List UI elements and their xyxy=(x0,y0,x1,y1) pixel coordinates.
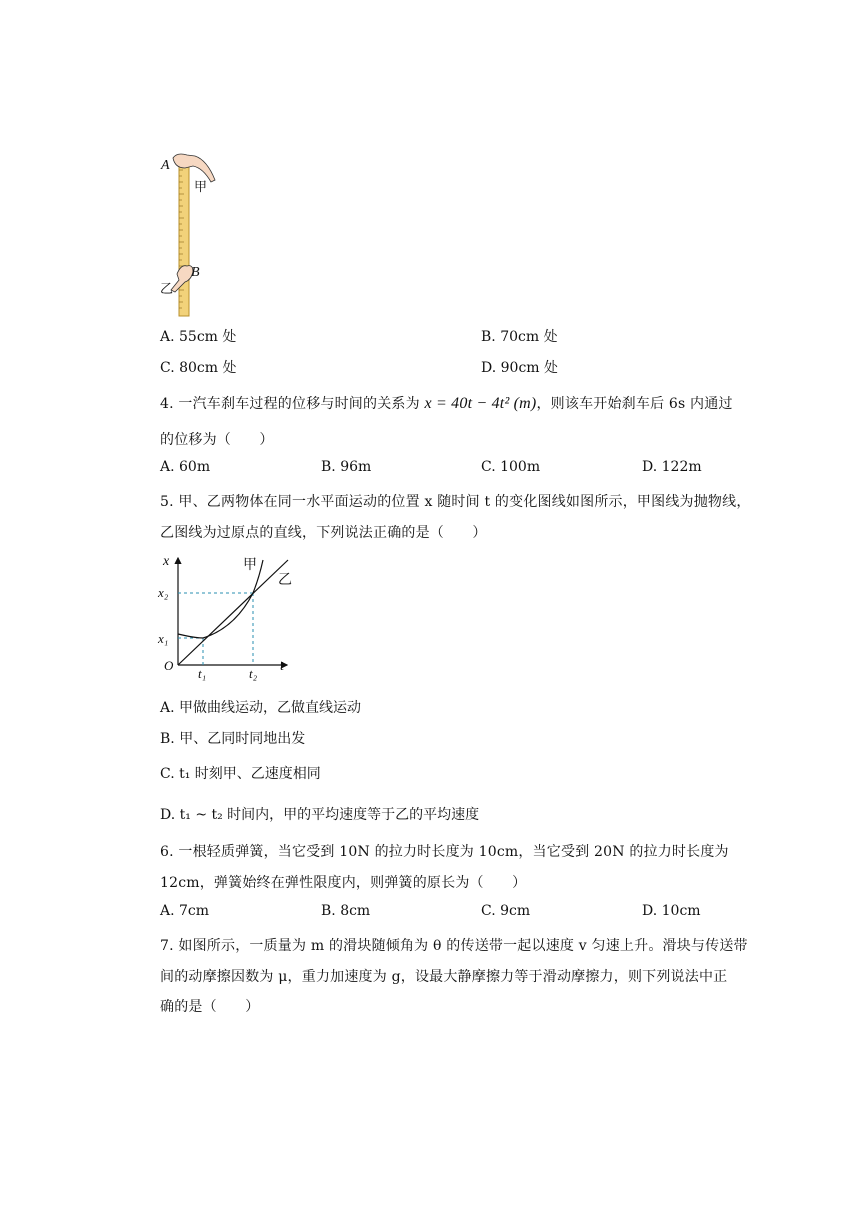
q6-option-d: D. 10cm xyxy=(642,903,701,919)
q4-stem-line2: 的位移为（ ） xyxy=(160,432,274,448)
q7-stem-line2: 间的动摩擦因数为 μ，重力加速度为 g，设最大静摩擦力等于滑动摩擦力，则下列说法中正 xyxy=(160,969,728,985)
ruler-label-a: A xyxy=(161,158,170,173)
q4-stem-prefix: 4. 一汽车刹车过程的位移与时间的关系为 xyxy=(160,396,420,412)
ruler-label-b: B xyxy=(191,265,200,280)
q5-option-a: A. 甲做曲线运动，乙做直线运动 xyxy=(160,700,362,716)
ruler-body xyxy=(179,164,189,316)
q5-stem-line1: 5. 甲、乙两物体在同一水平面运动的位置 x 随时间 t 的变化图线如图所示，甲图线为抛物线， xyxy=(160,494,751,510)
q5-stem-line2: 乙图线为过原点的直线，下列说法正确的是（ ） xyxy=(160,525,487,541)
graph-x1-label: x₁ xyxy=(158,631,169,646)
q4-stem-suffix: ，则该车开始刹车后 6s 内通过 xyxy=(536,396,733,412)
ruler-label-yi: 乙 xyxy=(160,282,174,297)
graph-x2-label: x₂ xyxy=(158,585,169,600)
q4-option-b: B. 96m xyxy=(321,459,372,475)
q3-option-c: C. 80cm 处 xyxy=(160,360,237,376)
q3-option-a: A. 55cm 处 xyxy=(160,329,237,345)
q6-stem-line2: 12cm，弹簧始终在弹性限度内，则弹簧的原长为（ ） xyxy=(160,875,527,891)
graph-x-axis-label: t xyxy=(280,659,284,674)
q3-option-d: D. 90cm 处 xyxy=(481,360,559,376)
q4-option-c: C. 100m xyxy=(481,459,541,475)
graph-t1-label: t₁ xyxy=(198,666,207,681)
q3-option-b: B. 70cm 处 xyxy=(481,329,558,345)
q4-stem-line1 xyxy=(160,393,733,413)
graph-yi-label: 乙 xyxy=(278,572,292,588)
q6-option-c: C. 9cm xyxy=(481,903,531,919)
q5-option-b: B. 甲、乙同时同地出发 xyxy=(160,731,306,747)
q5-option-d: D. t₁ ~ t₂ 时间内，甲的平均速度等于乙的平均速度 xyxy=(160,807,480,823)
q7-stem-line3: 确的是（ ） xyxy=(160,999,260,1015)
q4-option-d: D. 122m xyxy=(642,459,702,475)
graph-origin-label: O xyxy=(164,658,174,673)
q6-option-b: B. 8cm xyxy=(321,903,371,919)
q4-formula: x = 40t − 4t² (m) xyxy=(424,395,537,412)
q5-option-c: C. t₁ 时刻甲、乙速度相同 xyxy=(160,766,321,782)
graph-jia-label: 甲 xyxy=(243,557,257,573)
q6-stem-line1: 6. 一根轻质弹簧，当它受到 10N 的拉力时长度为 10cm，当它受到 20N 的拉力时长度为 xyxy=(160,844,729,860)
ruler-label-jia: 甲 xyxy=(194,180,208,195)
q7-stem-line1: 7. 如图所示，一质量为 m 的滑块随倾角为 θ 的传送带一起以速度 v 匀速上升。滑块与传送带 xyxy=(160,938,748,954)
line-yi xyxy=(178,560,288,665)
q6-option-a: A. 7cm xyxy=(160,903,210,919)
q4-option-a: A. 60m xyxy=(160,459,211,475)
graph-t2-label: t₂ xyxy=(249,666,258,681)
graph-y-axis-label: x xyxy=(163,554,170,569)
